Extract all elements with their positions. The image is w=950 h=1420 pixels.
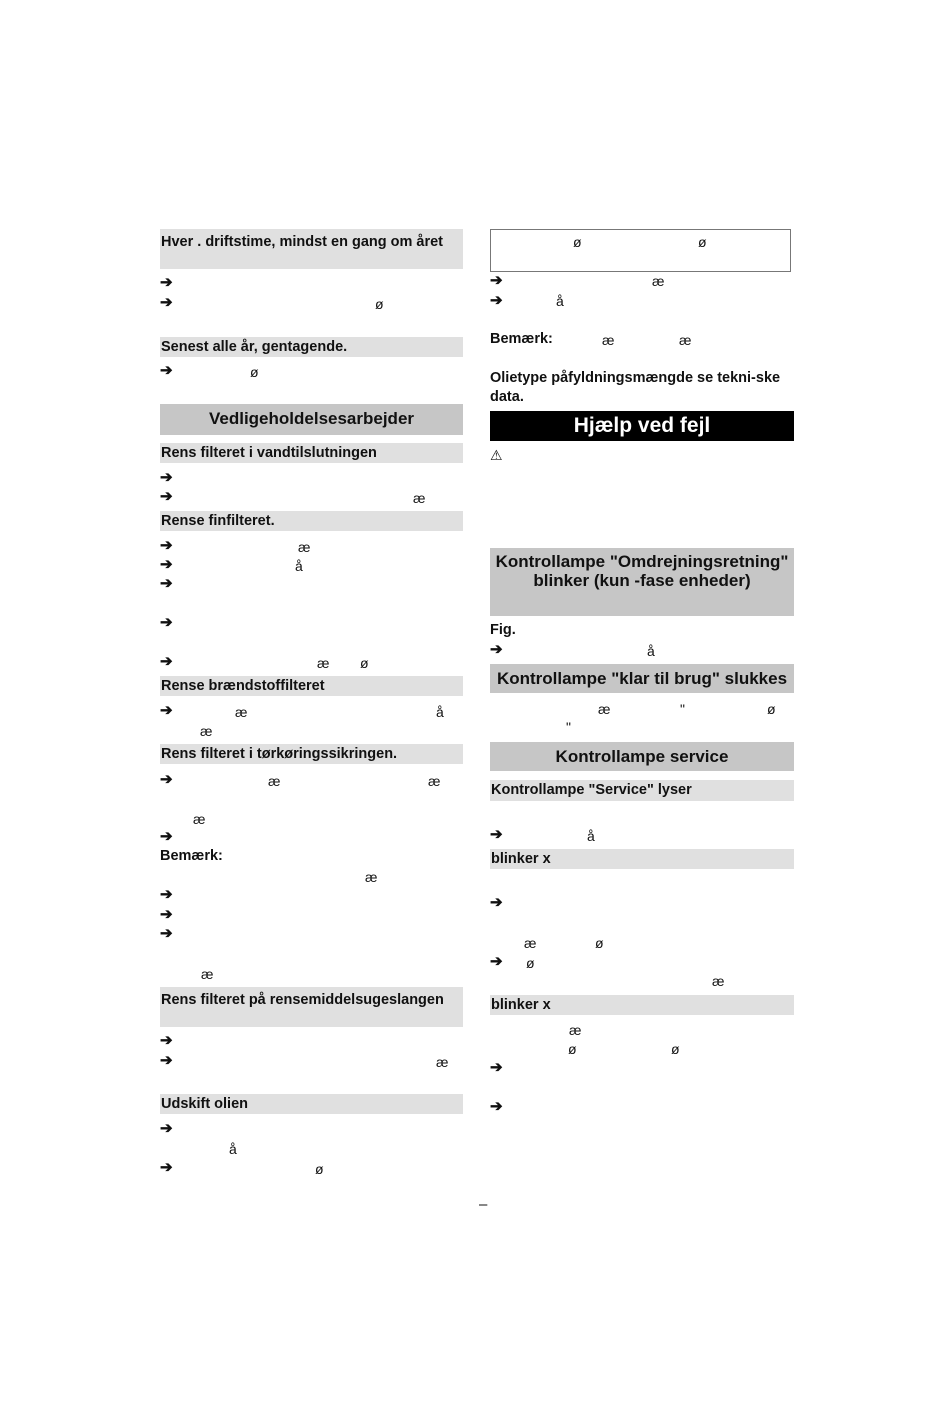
section-heading-rens-vand: Rens filteret i vandtilslutningen [160,443,463,463]
arrow-right-icon: ➔ [490,1098,503,1115]
arrow-right-icon: ➔ [160,294,173,311]
text-fragment: ø [767,701,776,717]
text-fragment: æ [201,966,214,982]
text-fragment: æ [298,539,311,555]
text-fragment: æ [193,811,206,827]
section-heading-vedligeholdelse: Vedligeholdelsesarbejder [160,404,463,435]
arrow-right-icon: ➔ [160,1032,173,1049]
text-fragment: ø [671,1041,680,1057]
figure-reference: Fig. [490,622,516,638]
section-heading-finfilter: Rense finfilteret. [160,511,463,531]
arrow-right-icon: ➔ [160,1120,173,1137]
arrow-right-icon: ➔ [160,1052,173,1069]
section-heading-braendstof: Rense brændstoffilteret [160,676,463,696]
text-fragment: æ [436,1054,449,1070]
arrow-right-icon: ➔ [160,1159,173,1176]
framed-note-box [490,229,791,272]
section-heading-service-lyser: Kontrollampe "Service" lyser [490,780,794,801]
text-fragment: æ [428,773,441,789]
text-fragment: æ [569,1022,582,1038]
arrow-right-icon: ➔ [160,771,173,788]
note-label: Bemærk: [490,331,553,347]
arrow-right-icon: ➔ [160,488,173,505]
text-fragment: æ [602,332,615,348]
arrow-right-icon: ➔ [490,641,503,658]
section-heading-blinker-2: blinker x [490,995,794,1015]
arrow-right-icon: ➔ [160,614,173,631]
text-fragment: ø [526,955,535,971]
text-fragment: ø [698,234,707,250]
text-fragment: ø [573,234,582,250]
oil-type-note: Olietype påfyldningsmængde se tekni-ske data. [490,370,781,405]
text-fragment: ø [568,1041,577,1057]
arrow-right-icon: ➔ [490,826,503,843]
arrow-right-icon: ➔ [160,556,173,573]
text-fragment: å [295,558,303,574]
text-fragment: " [566,719,571,735]
text-fragment: å [229,1141,237,1157]
arrow-right-icon: ➔ [160,469,173,486]
arrow-right-icon: ➔ [160,906,173,923]
arrow-right-icon: ➔ [490,292,503,309]
section-heading-torkoring: Rens filteret i tørkøringssikringen. [160,744,463,764]
arrow-right-icon: ➔ [160,828,173,845]
text-fragment: æ [652,273,665,289]
text-fragment: æ [317,655,330,671]
arrow-right-icon: ➔ [490,894,503,911]
text-fragment: ø [595,935,604,951]
text-fragment: æ [679,332,692,348]
text-fragment: å [587,828,595,844]
section-heading-omdrejning: Kontrollampe "Omdrejningsretning" blinker (kun -fase enheder) [490,548,794,616]
chapter-heading-help: Hjælp ved fejl [490,411,794,441]
section-heading-klar: Kontrollampe "klar til brug" slukkes [490,664,794,693]
arrow-right-icon: ➔ [490,272,503,289]
text-fragment: å [647,643,655,659]
arrow-right-icon: ➔ [160,925,173,942]
text-fragment: å [556,293,564,309]
section-heading-blinker-1: blinker x [490,849,794,869]
section-heading-rensemiddel: Rens filteret på rensemiddelsugeslangen [160,987,463,1027]
note-label: Bemærk: [160,848,223,864]
arrow-right-icon: ➔ [160,575,173,592]
page-number: – [479,1196,488,1213]
text-fragment: " [680,701,685,717]
text-fragment: ø [375,296,384,312]
arrow-right-icon: ➔ [490,1059,503,1076]
section-heading-service: Kontrollampe service [490,742,794,771]
arrow-right-icon: ➔ [490,953,503,970]
text-fragment: æ [235,704,248,720]
text-fragment: æ [712,973,725,989]
text-fragment: æ [365,869,378,885]
section-heading-hver: Hver . driftstime, mindst en gang om året [160,229,463,269]
text-fragment: ø [315,1161,324,1177]
text-fragment: æ [200,723,213,739]
section-heading-olie: Udskift olien [160,1094,463,1114]
text-fragment: ø [250,364,259,380]
warning-icon: ⚠ [490,447,503,463]
arrow-right-icon: ➔ [160,702,173,719]
text-fragment: æ [268,773,281,789]
arrow-right-icon: ➔ [160,537,173,554]
text-fragment: å [436,704,444,720]
text-fragment: æ [524,935,537,951]
text-fragment: æ [598,701,611,717]
arrow-right-icon: ➔ [160,886,173,903]
section-heading-senest: Senest alle år, gentagende. [160,337,463,357]
arrow-right-icon: ➔ [160,362,173,379]
text-fragment: æ [413,490,426,506]
arrow-right-icon: ➔ [160,653,173,670]
text-fragment: ø [360,655,369,671]
arrow-right-icon: ➔ [160,274,173,291]
